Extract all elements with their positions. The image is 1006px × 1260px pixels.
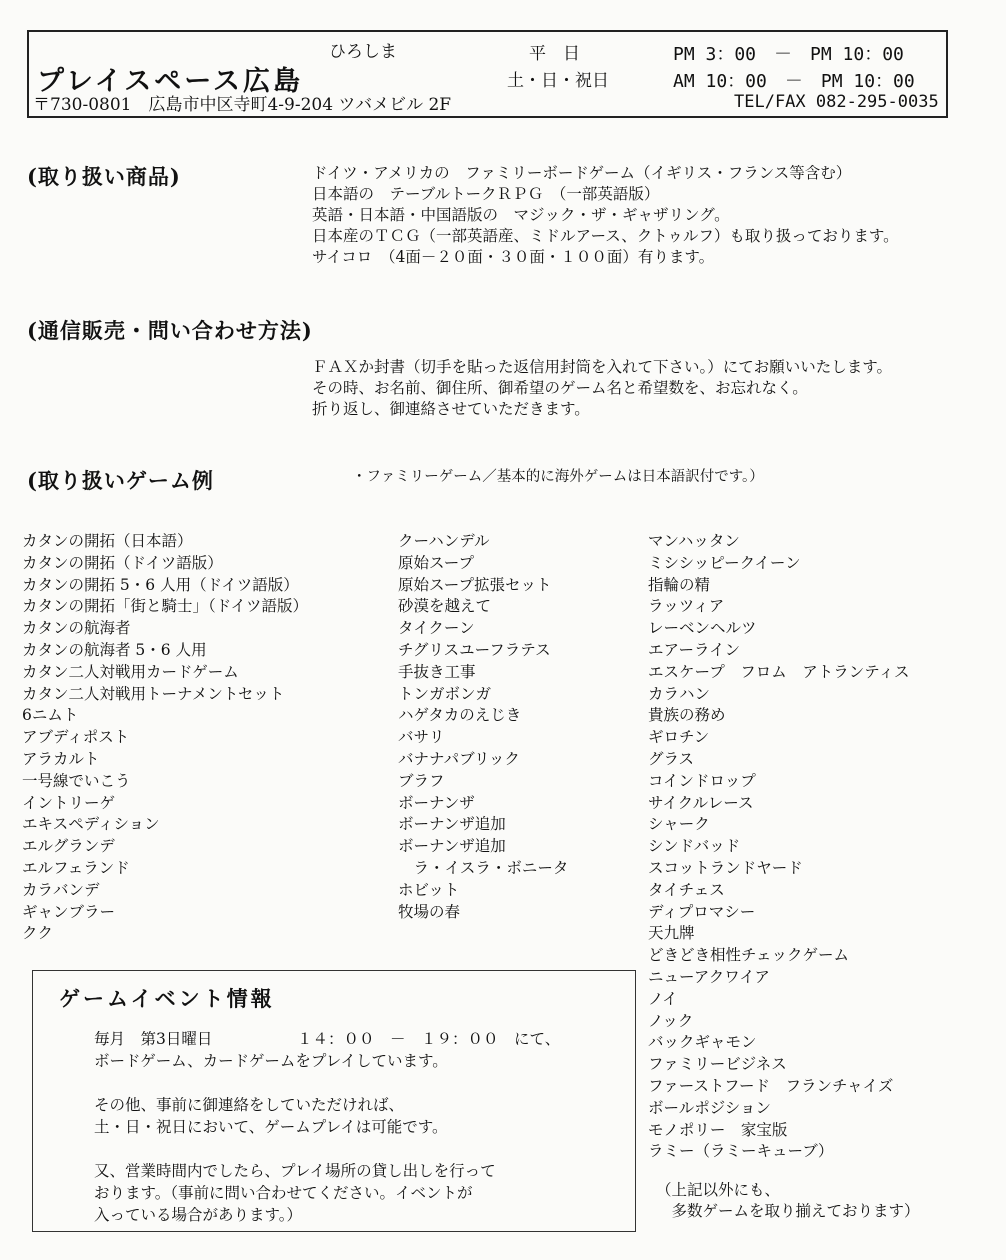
game-item: エアーライン <box>648 640 741 659</box>
game-item: エルフェランド <box>22 858 130 877</box>
game-item: ラッツィア <box>648 597 725 616</box>
game-item: カタンの航海者 <box>22 619 131 638</box>
game-item: ディプロマシー <box>648 902 756 921</box>
game-item: ホビット <box>398 880 460 899</box>
event-title: ゲームイベント情報 <box>59 986 275 1011</box>
game-item: コインドロップ <box>648 771 756 790</box>
game-item: エスケープ フロム アトランティス <box>648 662 910 681</box>
game-item: ハゲタカのえじき <box>398 706 522 725</box>
game-item: ニューアクワイア <box>648 967 770 986</box>
game-item: ラミー（ラミーキューブ） <box>648 1142 834 1161</box>
game-item: ミシシッピークイーン <box>648 553 801 572</box>
game-item: カラハン <box>648 684 711 703</box>
game-item: トンガボンガ <box>398 684 492 703</box>
mailorder-line: ＦＡＸか封書（切手を貼った返信用封筒を入れて下さい。）にてお願いいたします。 <box>312 358 893 376</box>
game-item: カタンの航海者 5・6 人用 <box>22 640 207 659</box>
game-item: 一号線でいこう <box>22 771 131 790</box>
weekday-hours: PM 3：00 － PM 10：00 <box>673 44 904 65</box>
game-item: バサリ <box>398 728 445 747</box>
products-line: 日本語の テーブルトークＲＰＧ （一部英語版） <box>312 185 660 203</box>
game-item: スコットランドヤード <box>648 858 803 877</box>
shop-address: 〒730-0801 広島市中区寺町4-9-204 ツバメビル 2F <box>33 95 452 115</box>
game-item: チグリスユーフラテス <box>398 640 551 659</box>
game-item: ラ・イスラ・ボニータ <box>398 858 569 877</box>
mailorder-line: 折り返し、御連絡させていただきます。 <box>312 400 590 418</box>
game-item: どきどき相性チェックゲーム <box>648 946 850 965</box>
mailorder-line: その時、お名前、御住所、御希望のゲーム名と希望数を、お忘れなく。 <box>312 379 808 397</box>
products-line: サイコロ （4面－２０面・３０面・１００面）有ります。 <box>312 248 715 266</box>
game-item: アラカルト <box>22 749 100 768</box>
game-item: シンドバッド <box>648 837 741 856</box>
game-item: ファーストフード フランチャイズ <box>648 1076 894 1095</box>
game-item: タイチェス <box>648 880 725 899</box>
game-item: レーベンヘルツ <box>648 619 757 638</box>
game-item: ボーナンザ <box>398 793 475 812</box>
game-item: アブディポスト <box>22 728 130 747</box>
game-item: マンハッタン <box>648 532 740 550</box>
game-item: バナナパブリック <box>398 749 520 768</box>
game-item: 手抜き工事 <box>398 662 476 681</box>
game-item: サイクルレース <box>648 793 754 812</box>
game-item: ブラフ <box>398 771 445 790</box>
mailorder-title: (通信販売・問い合わせ方法) <box>27 318 313 343</box>
weekend-label: 土・日・祝日 <box>507 71 609 91</box>
games-footnote-2: 多数ゲームを取り揃えております） <box>656 1202 920 1220</box>
game-item: 牧場の春 <box>398 902 461 921</box>
game-item: 指輪の精 <box>648 575 711 594</box>
game-item: 貴族の務め <box>648 706 726 725</box>
products-line: 日本産のＴＣＧ（一部英語産、ミドルアース、クトゥルフ）も取り扱っております。 <box>312 227 899 245</box>
mailorder-text <box>312 357 892 420</box>
game-item: バックギャモン <box>648 1033 757 1052</box>
game-item: カタンの開拓（ドイツ語版） <box>22 553 223 572</box>
game-item: タイクーン <box>398 619 475 638</box>
game-item: クク <box>22 924 54 943</box>
game-item: 原始スープ <box>398 553 474 572</box>
event-line: 入っている場合があります。） <box>94 1206 303 1224</box>
game-item: グラス <box>648 749 695 768</box>
game-item: カタンの開拓（日本語） <box>22 532 193 550</box>
games-column-2 <box>398 531 568 923</box>
games-title: (取り扱いゲーム例 <box>27 468 214 493</box>
event-schedule-day: 毎月 第3日曜日 <box>94 1030 213 1048</box>
game-item: ボーナンザ追加 <box>398 815 506 834</box>
event-line: 又、営業時間内でしたら、プレイ場所の貸し出しを行って <box>94 1162 496 1180</box>
game-item: シャーク <box>648 815 710 834</box>
game-item: モノポリー 家宝版 <box>648 1120 788 1139</box>
game-item: 6ニムト <box>22 706 79 725</box>
game-item: イントリーゲ <box>22 793 116 812</box>
weekday-label: 平 日 <box>529 44 580 64</box>
products-line: ドイツ・アメリカの ファミリーボードゲーム（イギリス・フランス等含む） <box>312 164 852 182</box>
shop-furigana: ひろしま <box>329 42 397 62</box>
event-line: おります。（事前に問い合わせてください。イベントが <box>94 1184 473 1202</box>
game-item: 砂漠を越えて <box>398 597 492 616</box>
game-item: ノック <box>648 1011 694 1030</box>
game-item: ノイ <box>648 989 678 1008</box>
games-column-1 <box>22 531 308 945</box>
products-list <box>312 163 899 268</box>
game-item: カタン二人対戦用トーナメントセット <box>22 684 285 703</box>
game-item: ボーナンザ追加 <box>398 837 506 856</box>
products-line: 英語・日本語・中国語版の マジック・ザ・ギャザリング。 <box>312 206 730 224</box>
game-item: カラバンデ <box>22 880 100 899</box>
event-line: 土・日・祝日において、ゲームプレイは可能です。 <box>94 1118 448 1136</box>
event-line: ボードゲーム、カードゲームをプレイしています。 <box>94 1052 448 1070</box>
game-item: ギャンブラー <box>22 902 116 921</box>
products-title: (取り扱い商品) <box>27 164 181 189</box>
weekend-hours: AM 10：00 － PM 10：00 <box>673 71 915 92</box>
game-item: エルグランデ <box>22 837 115 856</box>
shop-name: プレイスペース広島 <box>37 66 303 97</box>
shop-header-box <box>27 30 948 118</box>
event-schedule-time: １４：００ － １９：００ にて、 <box>297 1030 561 1048</box>
game-item: ギロチン <box>648 728 710 747</box>
event-info-box <box>32 970 636 1232</box>
games-note: ・ファミリーゲーム／基本的に海外ゲームは日本語訳付です。） <box>352 469 764 485</box>
game-item: カタン二人対戦用カードゲーム <box>22 662 239 681</box>
game-item: ボールポジション <box>648 1098 771 1117</box>
tel-fax: TEL/FAX 082-295-0035 <box>734 92 939 112</box>
game-item: カタンの開拓 5・6 人用（ドイツ語版） <box>22 575 299 594</box>
games-footnote-1: （上記以外にも、 <box>656 1181 781 1199</box>
game-item: クーハンデル <box>398 532 490 550</box>
games-column-3 <box>648 531 910 1163</box>
game-item: エキスペディション <box>22 815 160 834</box>
game-item: 原始スープ拡張セット <box>398 575 552 594</box>
event-line: その他、事前に御連絡をしていただければ、 <box>94 1096 405 1114</box>
game-item: カタンの開拓「街と騎士」（ドイツ語版） <box>22 597 308 616</box>
game-item: ファミリービジネス <box>648 1055 787 1074</box>
game-item: 天九牌 <box>648 924 695 943</box>
